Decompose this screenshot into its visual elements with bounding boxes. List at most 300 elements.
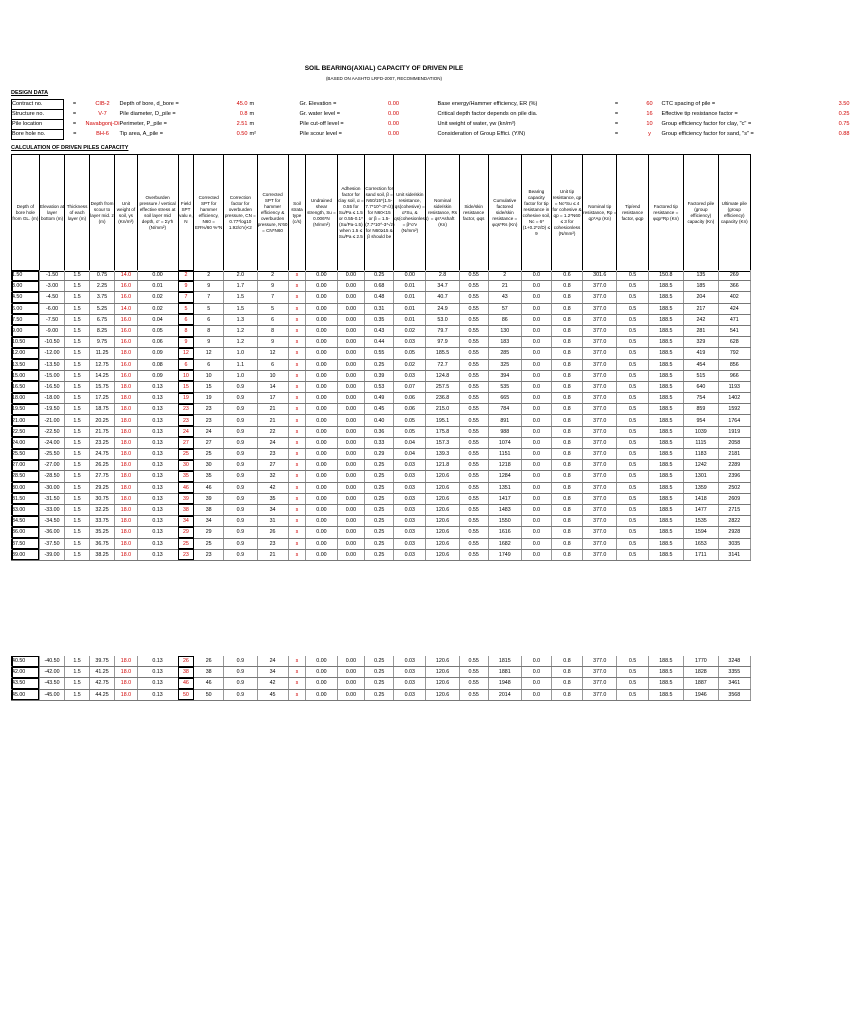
design-value: 0.25 [838,111,850,117]
page-subtitle: (BASED ON AASHTO LRFD-2007, RECOMMENDATION) [325,76,443,81]
table-cell: 377.0 [583,678,617,689]
table-cell: 0.00 [306,370,337,381]
table-cell: 19 [178,393,194,404]
table-cell: 17.25 [89,393,115,404]
table-cell: 0.5 [617,549,648,560]
table-cell: 419 [684,348,718,359]
table-cell: 0.04 [394,449,426,460]
table-cell: 0.00 [337,337,365,348]
table-cell: 27 [178,437,194,448]
table-cell: s [288,426,306,437]
table-cell: 1749 [488,549,521,560]
table-cell: 0.5 [617,678,648,689]
table-cell: 1946 [684,689,718,700]
table-cell: 242 [684,314,718,325]
table-cell: 0.5 [617,460,648,471]
table-cell: 0.25 [365,493,394,504]
table-cell: 0.8 [551,538,582,549]
table-cell: 0.9 [224,493,257,504]
table-cell: 12 [178,348,194,359]
table-cell: 0.05 [394,415,426,426]
table-cell: s [288,516,306,527]
table-cell: 0.9 [224,426,257,437]
table-cell: -16.50 [39,381,65,392]
table-cell: 46 [194,678,224,689]
table-cell: s [288,689,306,700]
table-cell: s [288,549,306,560]
table-cell: 0.07 [394,381,426,392]
table-cell: 377.0 [583,426,617,437]
table-cell: 120.6 [426,549,459,560]
table-cell: 0.5 [617,359,648,370]
table-cell: 0.13 [137,393,178,404]
table-cell: 35 [194,471,224,482]
table-cell: 1183 [684,449,718,460]
table-cell: s [288,404,306,415]
table-cell: 18.0 [115,667,137,678]
table-cell: 0.0 [521,482,551,493]
table-cell: 0.0 [521,426,551,437]
table-cell: 0.09 [137,348,178,359]
equals-sign: = [614,101,619,107]
table-cell: 0.00 [337,381,365,392]
table-cell: 135 [684,270,718,281]
design-unit: m [249,111,255,117]
design-label: Pile scour level = [299,131,342,137]
table-cell: 0.03 [394,667,426,678]
table-cell: 0.55 [459,348,488,359]
table-cell: 0.9 [224,504,257,515]
table-cell: 0.5 [617,527,648,538]
design-value: y [648,131,651,137]
table-row [12,516,751,527]
table-cell: 0.00 [306,471,337,482]
table-cell: 18.75 [89,404,115,415]
design-label: Gr. Elevation = [299,101,337,107]
table-row [12,460,751,471]
table-cell: 377.0 [583,348,617,359]
table-cell: 377.0 [583,281,617,292]
table-cell: 188.5 [648,381,684,392]
table-cell: 0.9 [224,393,257,404]
table-cell: 0.00 [306,426,337,437]
table-cell: 1.5 [65,460,89,471]
table-cell: 0.13 [137,493,178,504]
table-cell: 185.5 [426,348,459,359]
table-cell: 1.5 [65,404,89,415]
table-cell: 0.8 [551,689,582,700]
table-cell: 1.5 [65,527,89,538]
table-cell: 1115 [684,437,718,448]
table-cell: 0.25 [365,482,394,493]
table-cell: 10 [194,370,224,381]
table-cell: s [288,504,306,515]
table-cell: 5 [257,303,288,314]
table-cell: 0.00 [306,348,337,359]
table-cell: 35.25 [89,527,115,538]
table-cell: 0.00 [337,516,365,527]
column-header: Correction factor for overburden pressure, CN = 0.77*log10 1.92/σ'v)<2 [224,155,257,272]
table-cell: 42.00 [12,667,40,678]
table-cell: 39 [178,493,194,504]
table-cell: 3568 [718,689,750,700]
column-header: Factored pile (group efficiency) capacity (Kn) [684,155,718,272]
design-label: Pile cut-off level = [299,121,344,127]
table-cell: 0.5 [617,482,648,493]
table-cell: 37.50 [12,538,40,549]
table-cell: 188.5 [648,404,684,415]
table-cell: 38 [178,667,194,678]
table-cell: 7 [178,292,194,303]
table-cell: 0.9 [224,437,257,448]
table-cell: 14.0 [115,303,137,314]
table-cell: 23 [194,404,224,415]
table-cell: 120.6 [426,527,459,538]
equals-sign: = [72,111,77,117]
table-cell: 0.0 [521,689,551,700]
table-cell: 0.00 [306,482,337,493]
table-cell: 0.55 [459,493,488,504]
table-cell: 0.5 [617,337,648,348]
table-cell: 0.9 [224,516,257,527]
table-cell: 45.00 [12,689,40,700]
table-cell: 0.00 [306,381,337,392]
table-cell: 23 [257,538,288,549]
table-cell: 1.5 [65,678,89,689]
table-cell: 0.13 [137,482,178,493]
table-cell: 257.5 [426,381,459,392]
table-cell: 0.01 [137,281,178,292]
table-row [12,303,751,314]
table-row [12,314,751,325]
table-cell: 217 [684,303,718,314]
table-cell: 188.5 [648,656,684,667]
table-cell: 31 [257,516,288,527]
table-cell: 22.50 [12,426,40,437]
table-cell: 0.00 [337,549,365,560]
table-cell: 0.31 [365,303,394,314]
table-cell: 18.0 [115,656,137,667]
table-cell: 7.50 [12,314,40,325]
table-cell: 1770 [684,656,718,667]
table-cell: s [288,437,306,448]
column-header: Nominal tip resistance, Rp = qp*Ap (Kn) [583,155,617,272]
column-header: Adhesion factor for clay soil, α = 0.55 for Su/Pa ≤ 1.5 or 0.55-0.1*(Su/Pa-1.5) when 1.5 ≤ Su/Pa ≤ 2.5 [337,155,365,272]
table-cell: 44.25 [89,689,115,700]
table-cell: 1.5 [65,314,89,325]
table-cell: 0.55 [459,325,488,336]
table-row [12,348,751,359]
table-cell: 5 [178,303,194,314]
table-cell: 0.8 [551,667,582,678]
table-cell: 188.5 [648,281,684,292]
equals-sign: = [72,121,77,127]
table-cell: 0.13 [137,656,178,667]
table-cell: 0.00 [337,281,365,292]
table-cell: 0.02 [137,292,178,303]
table-cell: 0.00 [306,516,337,527]
table-cell: 0.00 [337,689,365,700]
table-row [12,678,751,689]
table-cell: 859 [684,404,718,415]
table-cell: 0.00 [306,449,337,460]
table-cell: 0.25 [365,471,394,482]
table-cell: 1535 [684,516,718,527]
table-cell: 0.00 [337,667,365,678]
table-cell: 3355 [718,667,750,678]
table-cell: s [288,538,306,549]
table-cell: 0.33 [365,437,394,448]
equals-sign: = [614,131,619,137]
table-cell: 46 [194,482,224,493]
table-cell: 14.25 [89,370,115,381]
table-cell: 0.25 [365,359,394,370]
table-cell: 23 [194,415,224,426]
table-cell: 0.25 [365,549,394,560]
table-cell: 0.00 [306,292,337,303]
table-cell: 9 [257,337,288,348]
design-row [12,130,852,140]
table-cell: 0.05 [137,325,178,336]
table-cell: 41.25 [89,667,115,678]
table-cell: 377.0 [583,359,617,370]
table-cell: 2715 [718,504,750,515]
table-cell: 130 [488,325,521,336]
table-row [12,404,751,415]
table-cell: 1948 [488,678,521,689]
table-cell: 188.5 [648,325,684,336]
table-cell: 43 [488,292,521,303]
table-cell: 0.00 [337,270,365,281]
table-cell: 7 [257,292,288,303]
design-value: 0.50 [236,131,248,137]
table-cell: 0.00 [337,471,365,482]
design-value: 0.00 [388,131,399,137]
table-cell: 0.5 [617,689,648,700]
table-cell: 0.5 [617,381,648,392]
table-cell: 0.8 [551,281,582,292]
table-cell: 377.0 [583,393,617,404]
table-cell: 0.9 [224,415,257,426]
table-cell: 377.0 [583,527,617,538]
calc-table-header [11,154,751,272]
table-cell: 454 [684,359,718,370]
table-cell: 24.00 [12,437,40,448]
table-cell: 0.0 [521,325,551,336]
table-cell: 1359 [684,482,718,493]
table-row [12,449,751,460]
table-cell: 9 [178,281,194,292]
table-cell: 86 [488,314,521,325]
table-cell: 9.75 [89,337,115,348]
design-label: Gr. water level = [299,111,341,117]
table-cell: 0.55 [459,516,488,527]
table-cell: 1764 [718,415,750,426]
table-cell: 16.0 [115,337,137,348]
table-cell: 269 [718,270,750,281]
table-cell: 30 [194,460,224,471]
table-cell: 22 [257,426,288,437]
table-cell: 0.8 [551,471,582,482]
table-cell: 377.0 [583,314,617,325]
table-cell: 377.0 [583,337,617,348]
table-cell: 285 [488,348,521,359]
table-cell: 0.55 [459,549,488,560]
table-cell: 394 [488,370,521,381]
table-cell: 377.0 [583,549,617,560]
table-cell: 0.00 [337,493,365,504]
table-cell: 0.03 [394,504,426,515]
table-cell: 0.00 [337,482,365,493]
table-cell: 0.9 [224,549,257,560]
table-cell: 188.5 [648,348,684,359]
table-cell: 377.0 [583,381,617,392]
table-cell: 5.25 [89,303,115,314]
table-cell: s [288,482,306,493]
table-cell: 0.9 [224,678,257,689]
table-cell: 23 [178,549,194,560]
table-cell: 1.5 [65,303,89,314]
design-value: 2.51 [236,121,248,127]
table-cell: 954 [684,415,718,426]
table-cell: 0.25 [365,538,394,549]
table-cell: 23 [178,404,194,415]
table-cell: -10.50 [39,337,65,348]
table-cell: 0.5 [617,270,648,281]
table-row [12,337,751,348]
table-cell: 42 [257,482,288,493]
table-cell: 32 [257,471,288,482]
table-cell: 0.55 [459,381,488,392]
table-cell: 2.0 [224,270,257,281]
table-cell: 1.5 [65,471,89,482]
table-cell: 1.5 [224,303,257,314]
design-value: 0.88 [838,131,850,137]
table-cell: 1682 [488,538,521,549]
table-cell: s [288,314,306,325]
table-cell: 0.5 [617,504,648,515]
table-cell: 2.25 [89,281,115,292]
table-cell: 18.0 [115,538,137,549]
spacer [414,110,438,120]
table-cell: 9 [194,337,224,348]
table-cell: 0.5 [617,493,648,504]
table-cell: -22.50 [39,426,65,437]
table-cell: 0.44 [365,337,394,348]
table-cell: 120.6 [426,471,459,482]
table-cell: 0.00 [306,504,337,515]
table-cell: 24 [178,426,194,437]
table-cell: 0.8 [551,656,582,667]
table-cell: 0.00 [306,678,337,689]
table-cell: 35 [178,471,194,482]
table-cell: 188.5 [648,504,684,515]
table-cell: 21.00 [12,415,40,426]
equals-sign: = [614,121,619,127]
table-cell: 0.8 [551,325,582,336]
table-cell: 0.5 [617,437,648,448]
table-cell: 12.00 [12,348,40,359]
table-cell: 25 [178,449,194,460]
table-cell: 185 [684,281,718,292]
table-cell: s [288,449,306,460]
table-cell: 9 [257,281,288,292]
table-cell: s [288,471,306,482]
table-cell: 0.8 [551,370,582,381]
table-cell: 0.00 [337,393,365,404]
table-cell: 1.5 [65,426,89,437]
table-cell: 1.5 [65,689,89,700]
design-label: Group efficiency factor for clay, "c" = [661,121,752,127]
table-cell: 38 [178,504,194,515]
table-cell: 43.50 [12,678,40,689]
table-cell: 188.5 [648,527,684,538]
table-cell: s [288,303,306,314]
table-cell: 0.8 [551,393,582,404]
table-cell: 0.13 [137,516,178,527]
column-header: Unit weight of soil, γs (Kn/m³) [115,155,137,272]
table-cell: 3.00 [12,281,40,292]
table-cell: 39.75 [89,656,115,667]
table-cell: 0.5 [617,348,648,359]
table-cell: 0.49 [365,393,394,404]
table-cell: 120.6 [426,538,459,549]
table-cell: 2014 [488,689,521,700]
table-cell: 377.0 [583,437,617,448]
equals-sign: = [614,111,619,117]
table-cell: -25.50 [39,449,65,460]
table-cell: 1.5 [224,292,257,303]
table-cell: 0.5 [617,370,648,381]
table-cell: 0.0 [521,404,551,415]
table-cell: 0.0 [521,381,551,392]
table-cell: 0.00 [337,348,365,359]
table-cell: 0.55 [365,348,394,359]
table-cell: 16.0 [115,281,137,292]
table-cell: 0.5 [617,449,648,460]
table-cell: 0.35 [365,314,394,325]
table-cell: 20.25 [89,415,115,426]
table-cell: 0.8 [551,426,582,437]
table-cell: 0.13 [137,437,178,448]
table-cell: 24.75 [89,449,115,460]
table-cell: -15.00 [39,370,65,381]
table-cell: 0.0 [521,493,551,504]
table-cell: 0.0 [521,656,551,667]
table-cell: -31.50 [39,493,65,504]
table-cell: 0.55 [459,449,488,460]
column-header: Side/skin resistance factor, φqs [459,155,488,272]
column-header: Undrained shear strength, Su = 0.006*N (N/mm²) [306,155,337,272]
table-cell: 1.5 [65,437,89,448]
table-cell: 0.02 [137,303,178,314]
table-cell: 183 [488,337,521,348]
table-cell: 1653 [684,538,718,549]
table-cell: 0.55 [459,270,488,281]
table-cell: 1218 [488,460,521,471]
table-cell: 6 [178,314,194,325]
design-label: Pile diameter, D_pile = [119,111,176,117]
column-header: Corrected SPT for hammer efficiency, N60 = ER%/60 %*N [194,155,224,272]
table-cell: 0.13 [137,504,178,515]
table-cell: 0.01 [394,292,426,303]
table-cell: 2181 [718,449,750,460]
table-row [12,292,751,303]
table-cell: 0.8 [551,437,582,448]
table-cell: 0.25 [365,667,394,678]
table-cell: 0.13 [137,471,178,482]
table-cell: -19.50 [39,404,65,415]
